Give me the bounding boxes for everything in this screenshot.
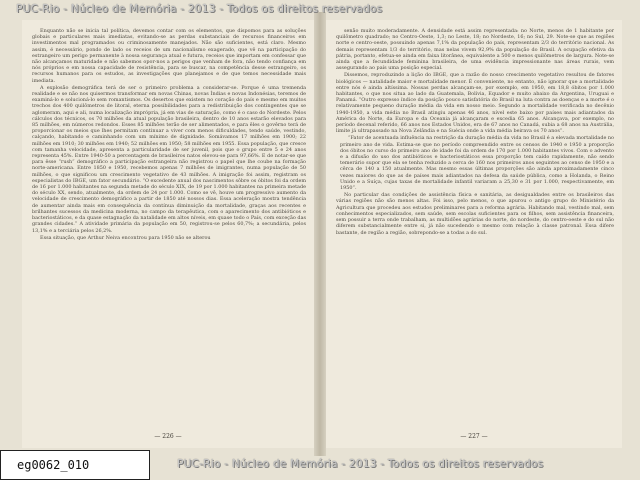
image-id-label: eg0062_010 (0, 450, 150, 480)
left-paragraph: Enquanto não se inicia tal política, devemos contar com os elementos, que dispomos para as soluções globais e particulares mais imediatas, evitando-se as perdas substanciais de recursos financeiros em investimentos mal programados ou criminosamente manejados. Não são suficientes, está claro. Mesmo assim, é necessário, pondo de lado os receios de um nacionalismo exagerado, que vê na participação do estrangeiro um perigo permanente à nossa segurança atual e futura, receios que importam em confessar que não alcançamos maturidade e não sabemos opor-nos a perigos que venham de fora, não tendo confiança em nós próprios e em nossa capacidade de resistência, para se buscar, na competência desse estrangeiro, os recursos humanos para os estudos, as investigações que planejamos e de que temos necessidade mais imediata. (32, 28, 306, 84)
left-page-number: — 226 — (154, 433, 182, 440)
right-page-text (336, 28, 614, 432)
right-page-number: — 227 — (460, 433, 488, 440)
right-paragraph: “Fator de acentuada influência na restrição da duração média da vida no Brasil é a elevada mortalidade no primeiro ano de vida. Estima-se que no período compreendido entre os censos de 1940 e 1950 a proporção dos óbitos no curso do primeiro ano de idade foi da ordem de 170 por 1.000 habitantes vivos. Com o advento e a difusão do uso dos antibióticos e bacteriostáticos essa proporção tem caído rapidamente, não sendo temerário supor que ela se tenha reduzido a cerca de 160 nos primeiros anos seguintes ao censo de 1950 e a cêrca de 140 a 150 atualmente. Mas mesmo essas últimas proporções são ainda aproximadamente cinco vezes maiores do que as de países mais adiantados na defesa da saúde pública, como a Holanda, o Reino Unido e a Suíça, cujas taxas de mortalidade infantil variaram a 25,30 e 31 por 1.000, respectivamente, em 1950”. (340, 135, 614, 192)
watermark-top: PUC-Rio - Núcleo de Memória - 2013 - Todos os direitos reservados (16, 3, 383, 15)
watermark-bottom: PUC-Rio - Núcleo de Memória - 2013 - Todos os direitos reservados (177, 458, 544, 470)
left-page-text (32, 28, 306, 432)
right-paragraph: Dissemos, reproduzindo a lição do IBGE, que a razão do nosso crescimento vegetativo resultou de fatores biológicos — natalidade maior e mortalidade menor. É conveniente, no entanto, não ignorar que a mortalidade entre nós é ainda altíssima. Nossas perdas alcançam-se, por exemplo, em 1950, em 18,8 óbitos por 1.000 habitantes, o que nos situa ao lado da Guatemala, Bolívia, Equador e muito abaixo da Argentina, Uruguai e Panamá. “Outro expresso índice da posição pouco satisfatória do Brasil na luta contra as doenças e a morte é o relativamente pequeno duração média da vida em nosso meio. Segundo a mortalidade verificada no decênio 1940-1950, a vida média no Brasil atingiu apenas 46 anos, nível este baixo por países mais adiantados da América do Norte, da Europa e da Oceania já alcançaram e excedia 65 anos. Alcançava, por exemplo, no período decenal referido, 66 anos nos Estados Unidos, era de 67 anos no Canadá, subia a 68 anos na Austrália, limite já ultrapassado na Nova Zelândia e na Suécia onde a vida média beirava os 70 anos”. (336, 72, 614, 135)
right-paragraph: senão muito moderadamente. A densidade está assim representada: no Norte, menos de 1 habitante por quilômetro quadrado; no Centro-Oeste, 1,3; no Leste, 18; no Nordeste, 16; no Sul, 29. Note-se que as regiões norte e centro-oeste, possuindo apenas 7,1% da população do país, representam 2/3 do território nacional. As demais representam 1/3 do território, mas nelas vivem 92,9% da população do Brasil. A ocupação efetiva da pátria, portanto, efetua-se ainda em faixa litorânea, equivalente a 500 e menos quilômetros de largura. Note-se ainda que a fecundidade feminina brasileira, de uma evidência impressionante nas áreas rurais, vem assegurando ao país uma posição especial. (336, 28, 614, 72)
right-paragraph: No particular das condições de assistência física e sanitária, as desigualdades entre os brasileiros das várias regiões não são menos altas. Foi isso, pelo menos, o que apurou o antigo grupo do Ministério da Agricultura que procedeu aos estudos preliminares para a reforma agrária. Habitando mal, vestindo mal, sem conhecimentos especializados, sem saúde, sem escolas suficientes para os filhos, sem assistência financeira, sem possuir a terra onde trabalham, as multidões agrárias do norte, do nordeste, do centro-oeste e do sul não diferem substancialmente entre si, já não sucedendo o mesmo com relação à classe patronal. Essa difere bastante, de região a região, sobrepondo-se a todas a do sul. (336, 192, 614, 236)
left-paragraph: A explosão demográfica terá de ser o primeiro problema a considerar-se. Porque é uma tremenda realidade e se não nos quisermos transformar em novas Chinas, novas Índias e novas Indonésias, teremos de examiná-lo e solucioná-lo sem romantismos. Os desertos que existem no coração do país e mesmo em muitos trechos dos 400 quilômetros de litoral, eterna possibilidades para a redistribuição dos contingentes que se aglomeram, aqui e ali, numa localização imprópria, já em vias de saturação, como é o caso do Nordeste. Pelos cálculos dos técnicos, os 70 milhões da atual população brasileira, dentro de 10 anos estarão elevados para 85 milhões, em números redondos. Esses 85 milhões terão de ser alimentados, e para êles o govêrno terá de proporcionar os meios que lhes permitam continuar a viver com menos dificuldades, tendo saúde, vestindo, calçando, habitando e caminhando com um mínimo de dignidade. Somávamos 17 milhões em 1900; 22 milhões em 1910; 30 milhões em 1940; 52 milhões em 1950; 58 milhões em 1955. Essa população, que cresce com tamanha velocidade, apresenta a particularidade de ser juvenil, pois que o grupo entre 5 e 24 anos representa 45%. Entre 1940-50 a percentagem de brasileiros natos elevou-se para 97,66%. E de notar-se que para êsse “rush” demográfico a participação estrangeira não registrou o papel que lhe coube na formação norte-americana. Entre 1850 e 1950, recebemos apenas 7 milhões de imigrantes, numa população de 50 milhões, o que significou um crescimento vegetativo de 43 milhões. A imigração foi assim, registram os especialistas do IBGE, um fator secundário. “O excedente anual dos nascimentos sôbre os óbitos foi da ordem de 16 por 1.000 habitantes na segunda metade do século XIX, de 19 por 1.000 habitantes na primeira metade do século XX, sendo, atualmente, da ordem de 24 por 1.000. Como se vê, houve um progressivo aumento da velocidade de crescimento demográfico a partir de 1850 até nossos dias. Essa aceleração mostra tendência de aumentar ainda mais em consequência da contínua diminuição da mortalidade, graças aos recentes e brilhantes sucessos da medicina moderna, no campo da terapêutica, com o aparecimento dos antibióticos e bacteriostáticos, e da quase estagnação da natalidade em altos níveis, em quase todo o País, com exceção das grandes cidades.” A atividade primária da população em 50, registrou-se pelos 60,7%; a secundária, pelos 13,1% e a terciária pelos 26,2%. (32, 84, 306, 234)
left-page (22, 20, 314, 448)
book-gutter (314, 12, 326, 456)
right-page (326, 20, 622, 448)
left-paragraph: Essa situação, que Arthur Neiva encontrou para 1950 não se alterou (40, 234, 211, 241)
